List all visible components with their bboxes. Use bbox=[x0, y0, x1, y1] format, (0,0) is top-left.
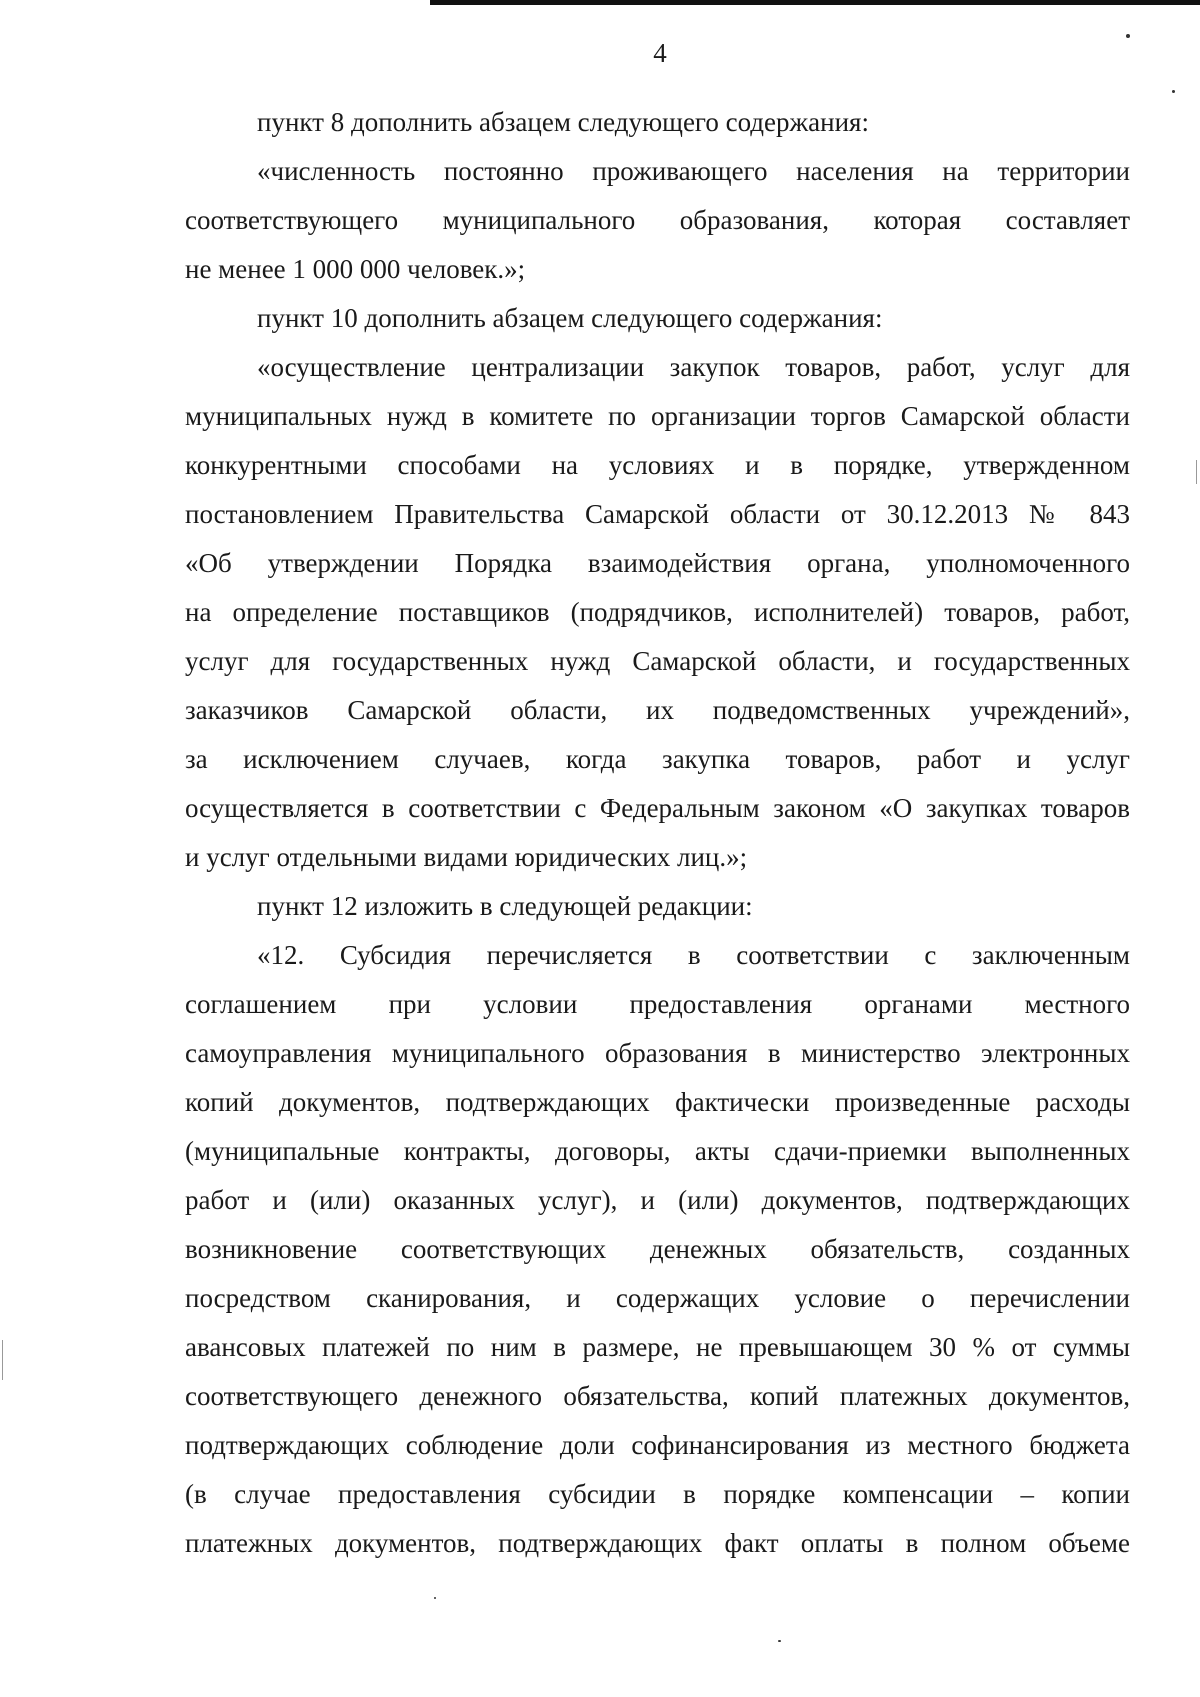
paragraph-line: соответствующего денежного обязательства, копий платежных документов, bbox=[185, 1381, 1130, 1411]
paragraph-line: заказчиков Самарской области, их подведомственных учреждений», bbox=[185, 695, 1130, 725]
paragraph-line: подтверждающих соблюдение доли софинансирования из местного бюджета bbox=[185, 1430, 1130, 1460]
paragraph-line: «12. Субсидия перечисляется в соответствии с заключенным bbox=[257, 940, 1130, 970]
paragraph-line: за исключением случаев, когда закупка товаров, работ и услуг bbox=[185, 744, 1130, 774]
paragraph-line: платежных документов, подтверждающих факт оплаты в полном объеме bbox=[185, 1528, 1130, 1558]
scan-speck bbox=[778, 1640, 781, 1642]
paragraph-line: «численность постоянно проживающего населения на территории bbox=[257, 156, 1130, 186]
paragraph-line: конкурентными способами на условиях и в порядке, утвержденном bbox=[185, 450, 1130, 480]
paragraph-line: осуществляется в соответствии с Федеральным законом «О закупках товаров bbox=[185, 793, 1130, 823]
paragraph-line: муниципальных нужд в комитете по организации торгов Самарской области bbox=[185, 401, 1130, 431]
paragraph-line: самоуправления муниципального образования в министерство электронных bbox=[185, 1038, 1130, 1068]
paragraph-line: авансовых платежей по ним в размере, не превышающем 30 % от суммы bbox=[185, 1332, 1130, 1362]
paragraph-line: услуг для государственных нужд Самарской области, и государственных bbox=[185, 646, 1130, 676]
paragraph-line: возникновение соответствующих денежных обязательств, созданных bbox=[185, 1234, 1130, 1264]
scan-speck bbox=[1172, 90, 1175, 93]
paragraph-line: (в случае предоставления субсидии в порядке компенсации – копии bbox=[185, 1479, 1130, 1509]
document-body bbox=[185, 98, 1130, 1568]
paragraph-line: пункт 12 изложить в следующей редакции: bbox=[257, 891, 753, 921]
paragraph-line: не менее 1 000 000 человек.»; bbox=[185, 254, 526, 284]
paragraph-line: пункт 8 дополнить абзацем следующего содержания: bbox=[257, 107, 869, 137]
scan-speck bbox=[434, 1597, 436, 1599]
paragraph-line: посредством сканирования, и содержащих условие о перечислении bbox=[185, 1283, 1130, 1313]
paragraph-line: соглашением при условии предоставления органами местного bbox=[185, 989, 1130, 1019]
paragraph-line: и услуг отдельными видами юридических лиц.»; bbox=[185, 842, 748, 872]
paragraph-line: (муниципальные контракты, договоры, акты сдачи-приемки выполненных bbox=[185, 1136, 1130, 1166]
paragraph-line: копий документов, подтверждающих фактически произведенные расходы bbox=[185, 1087, 1130, 1117]
paragraph-line: постановлением Правительства Самарской области от 30.12.2013 № 843 bbox=[185, 499, 1130, 529]
paragraph-line: на определение поставщиков (подрядчиков, исполнителей) товаров, работ, bbox=[185, 597, 1130, 627]
page-number: 4 bbox=[653, 38, 667, 68]
paragraph-line: пункт 10 дополнить абзацем следующего содержания: bbox=[257, 303, 883, 333]
scan-edge-mark bbox=[2, 1340, 3, 1380]
scan-edge-mark bbox=[1196, 460, 1197, 484]
scan-speck bbox=[1126, 34, 1130, 38]
paragraph-line: работ и (или) оказанных услуг), и (или) документов, подтверждающих bbox=[185, 1185, 1130, 1215]
paragraph-line: «Об утверждении Порядка взаимодействия органа, уполномоченного bbox=[185, 548, 1130, 578]
top-border-rule bbox=[430, 0, 1200, 5]
paragraph-line: «осуществление централизации закупок товаров, работ, услуг для bbox=[257, 352, 1130, 382]
paragraph-line: соответствующего муниципального образования, которая составляет bbox=[185, 205, 1130, 235]
